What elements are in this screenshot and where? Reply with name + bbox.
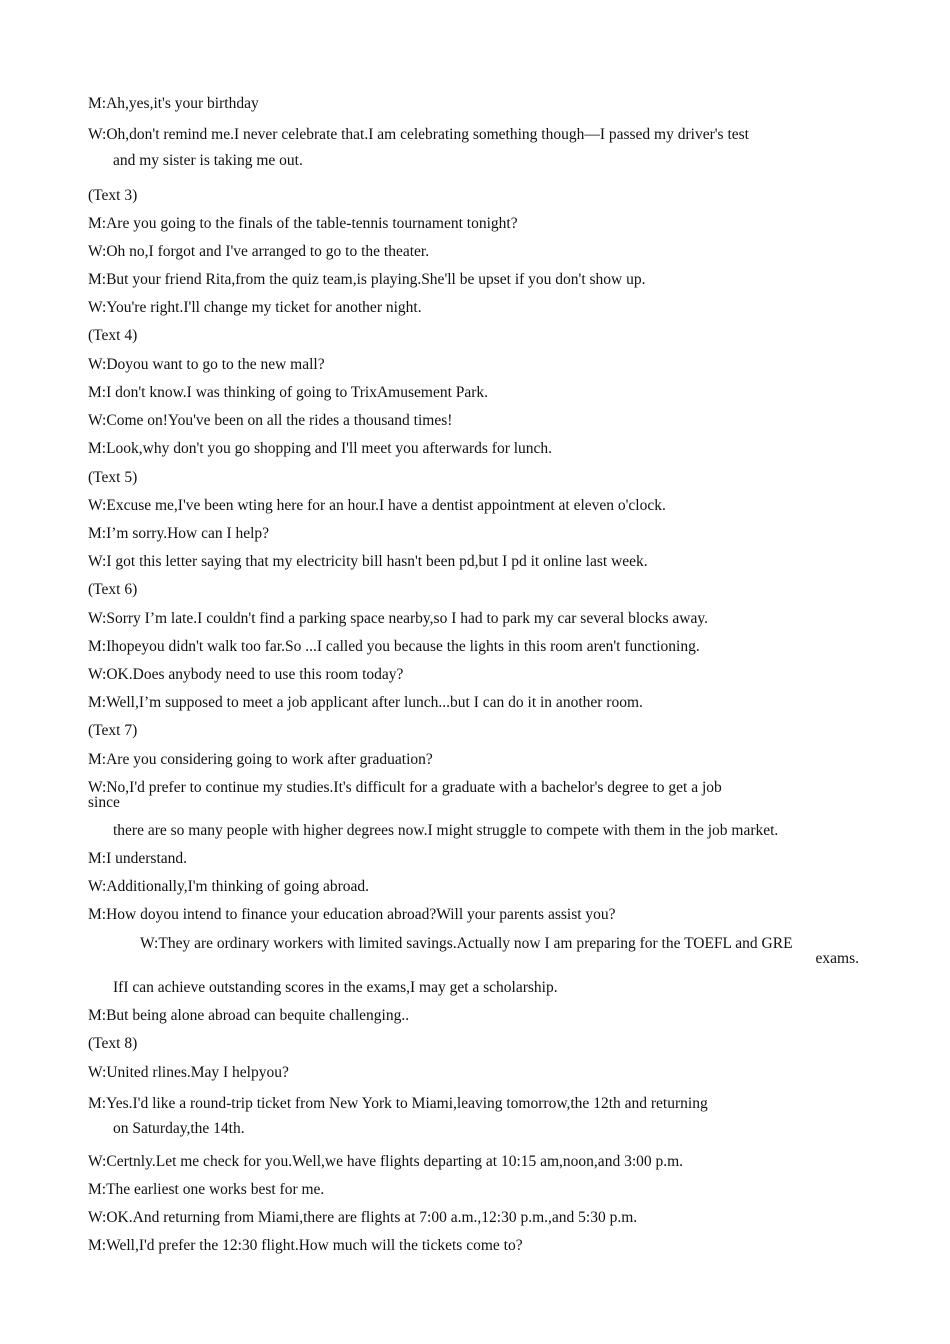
dialogue-line: W:No,I'd prefer to continue my studies.It's difficult for a graduate with a bachelor's degree to get a job	[88, 779, 722, 796]
dialogue-line: W:I got this letter saying that my electricity bill hasn't been pd,but I pd it online last week.	[88, 553, 648, 570]
dialogue-line: M:But being alone abroad can bequite challenging..	[88, 1007, 410, 1024]
dialogue-line: M:Well,I'd prefer the 12:30 flight.How much will the tickets come to?	[88, 1237, 523, 1254]
dialogue-line: W:You're right.I'll change my ticket for another night.	[88, 299, 422, 316]
dialogue-line: M:Look,why don't you go shopping and I'll meet you afterwards for lunch.	[88, 440, 553, 457]
section-heading: (Text 3)	[88, 187, 138, 204]
section-heading: (Text 6)	[88, 581, 138, 598]
dialogue-line-continuation: there are so many people with higher degrees now.I might struggle to compete with them in the job market.	[113, 822, 779, 839]
dialogue-line: M:The earliest one works best for me.	[88, 1181, 325, 1198]
dialogue-line: W:Come on!You've been on all the rides a thousand times!	[88, 412, 453, 429]
dialogue-line-continuation: IfI can achieve outstanding scores in the exams,I may get a scholarship.	[113, 979, 558, 996]
section-heading: (Text 5)	[88, 469, 138, 486]
dialogue-line: M:How doyou intend to finance your education abroad?Will your parents assist you?	[88, 906, 616, 923]
dialogue-line: W:They are ordinary workers with limited savings.Actually now I am preparing for the TOEFL and GRE	[140, 935, 793, 952]
dialogue-line: W:OK.Does anybody need to use this room today?	[88, 666, 404, 683]
dialogue-line: M:Ah,yes,it's your birthday	[88, 95, 259, 112]
dialogue-line: M:I understand.	[88, 850, 188, 867]
dialogue-line: W:Certnly.Let me check for you.Well,we have flights departing at 10:15 am,noon,and 3:00 p.m.	[88, 1153, 684, 1170]
section-heading: (Text 7)	[88, 722, 138, 739]
dialogue-line: W:Sorry I’m late.I couldn't find a parking space nearby,so I had to park my car several blocks away.	[88, 610, 708, 627]
dialogue-line: W:Additionally,I'm thinking of going abroad.	[88, 878, 370, 895]
dialogue-line-wrap: since	[88, 794, 120, 811]
dialogue-line: M:I don't know.I was thinking of going to TrixAmusement Park.	[88, 384, 489, 401]
dialogue-line: W:Oh,don't remind me.I never celebrate that.I am celebrating something though—I passed my driver's test	[88, 126, 749, 143]
dialogue-line-continuation: and my sister is taking me out.	[113, 152, 303, 169]
dialogue-line: W:United rlines.May I helpyou?	[88, 1064, 289, 1081]
dialogue-line: M:Well,I’m supposed to meet a job applicant after lunch...but I can do it in another room.	[88, 694, 643, 711]
dialogue-line-continuation: on Saturday,the 14th.	[113, 1120, 245, 1137]
dialogue-line: W:Excuse me,I've been wting here for an hour.I have a dentist appointment at eleven o'clock.	[88, 497, 666, 514]
dialogue-line: W:Doyou want to go to the new mall?	[88, 356, 325, 373]
dialogue-line: M:Are you considering going to work after graduation?	[88, 751, 433, 768]
dialogue-line-wrap: exams.	[815, 950, 859, 967]
dialogue-line: M:Ihopeyou didn't walk too far.So ...I called you because the lights in this room aren't functioning.	[88, 638, 700, 655]
section-heading: (Text 8)	[88, 1035, 138, 1052]
dialogue-line: M:But your friend Rita,from the quiz team,is playing.She'll be upset if you don't show up.	[88, 271, 646, 288]
dialogue-line: M:I’m sorry.How can I help?	[88, 525, 270, 542]
section-heading: (Text 4)	[88, 327, 138, 344]
dialogue-line: W:Oh no,I forgot and I've arranged to go to the theater.	[88, 243, 430, 260]
dialogue-line: M:Yes.I'd like a round-trip ticket from New York to Miami,leaving tomorrow,the 12th and returning	[88, 1095, 708, 1112]
dialogue-line: M:Are you going to the finals of the table-tennis tournament tonight?	[88, 215, 518, 232]
dialogue-line: W:OK.And returning from Miami,there are flights at 7:00 a.m.,12:30 p.m.,and 5:30 p.m.	[88, 1209, 638, 1226]
